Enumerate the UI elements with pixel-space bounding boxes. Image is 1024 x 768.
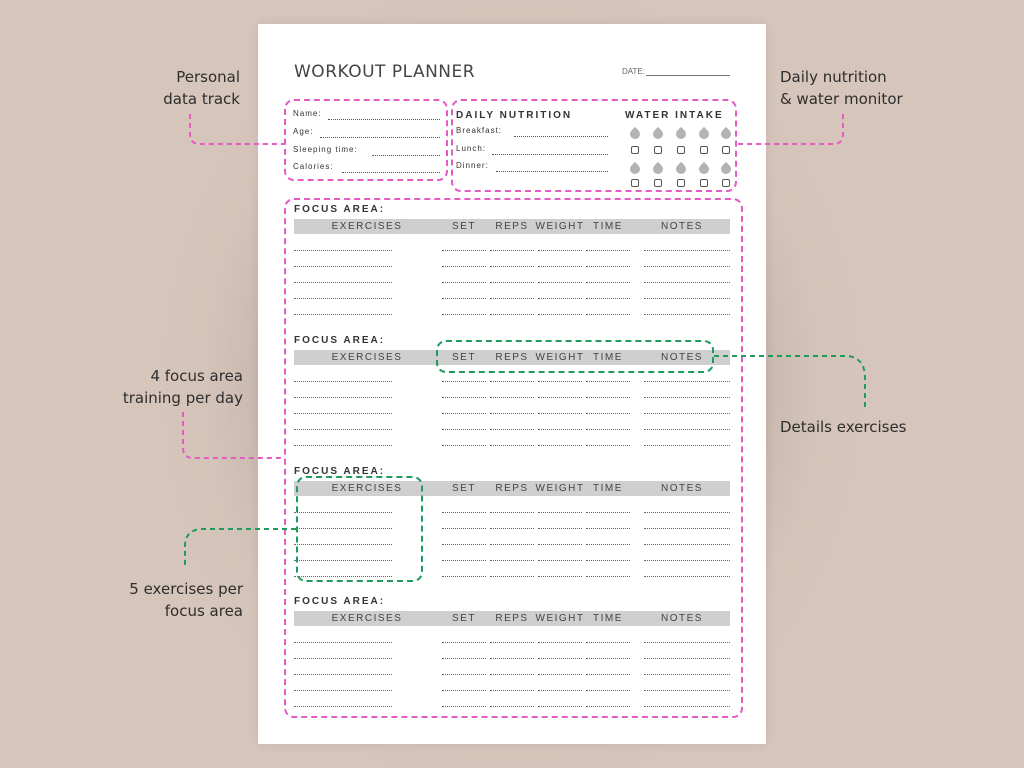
- lunch-label: Lunch:: [456, 144, 487, 153]
- column-header-set: SET: [452, 221, 476, 232]
- column-header-time: TIME: [593, 221, 623, 232]
- date-label: DATE:: [622, 67, 645, 76]
- callout-details-exercises: Details exercises: [780, 418, 907, 436]
- column-header-exercises: EXERCISES: [331, 221, 403, 232]
- column-header-reps: REPS: [495, 221, 529, 232]
- focus-areas-box: [284, 198, 743, 718]
- callout-exercises-per-area: 5 exercises per focus area: [129, 580, 243, 620]
- column-header-exercises: EXERCISES: [331, 483, 403, 494]
- planner-title: WORKOUT PLANNER: [294, 62, 476, 82]
- focus-area-label: FOCUS AREA:: [294, 204, 386, 215]
- column-header-exercises: EXERCISES: [331, 613, 403, 624]
- column-header-weight: WEIGHT: [535, 352, 585, 363]
- callout-personal-data: Personal data track: [163, 68, 240, 108]
- date-line: [646, 75, 730, 76]
- column-header-set: SET: [452, 352, 476, 363]
- callout-focus-area: 4 focus area training per day: [122, 367, 243, 407]
- column-header-weight: WEIGHT: [535, 483, 585, 494]
- personal-data-box: [284, 99, 448, 181]
- column-header-time: TIME: [593, 352, 623, 363]
- age-label: Age:: [293, 127, 314, 136]
- daily-nutrition-heading: DAILY NUTRITION: [456, 110, 573, 121]
- callout-nutrition-water: Daily nutrition & water monitor: [780, 68, 903, 108]
- column-header-set: SET: [452, 613, 476, 624]
- column-header-notes: NOTES: [661, 352, 703, 363]
- column-header-exercises: EXERCISES: [331, 352, 403, 363]
- focus-area-label: FOCUS AREA:: [294, 466, 386, 477]
- sleeping-time-label: Sleeping time:: [293, 145, 358, 154]
- exercises-column-box: [296, 476, 423, 582]
- calories-label: Calories:: [293, 162, 334, 171]
- column-header-reps: REPS: [495, 483, 529, 494]
- column-header-reps: REPS: [495, 613, 529, 624]
- column-header-weight: WEIGHT: [535, 613, 585, 624]
- nutrition-water-box: [451, 99, 737, 192]
- column-header-set: SET: [452, 483, 476, 494]
- column-header-reps: REPS: [495, 352, 529, 363]
- water-intake-heading: WATER INTAKE: [625, 110, 724, 121]
- breakfast-label: Breakfast:: [456, 126, 503, 135]
- column-header-notes: NOTES: [661, 613, 703, 624]
- focus-area-label: FOCUS AREA:: [294, 596, 386, 607]
- focus-area-label: FOCUS AREA:: [294, 335, 386, 346]
- column-header-time: TIME: [593, 483, 623, 494]
- dinner-label: Dinner:: [456, 161, 489, 170]
- details-columns-box: [436, 340, 714, 373]
- column-header-weight: WEIGHT: [535, 221, 585, 232]
- name-label: Name:: [293, 109, 322, 118]
- column-header-notes: NOTES: [661, 483, 703, 494]
- column-header-notes: NOTES: [661, 221, 703, 232]
- column-header-time: TIME: [593, 613, 623, 624]
